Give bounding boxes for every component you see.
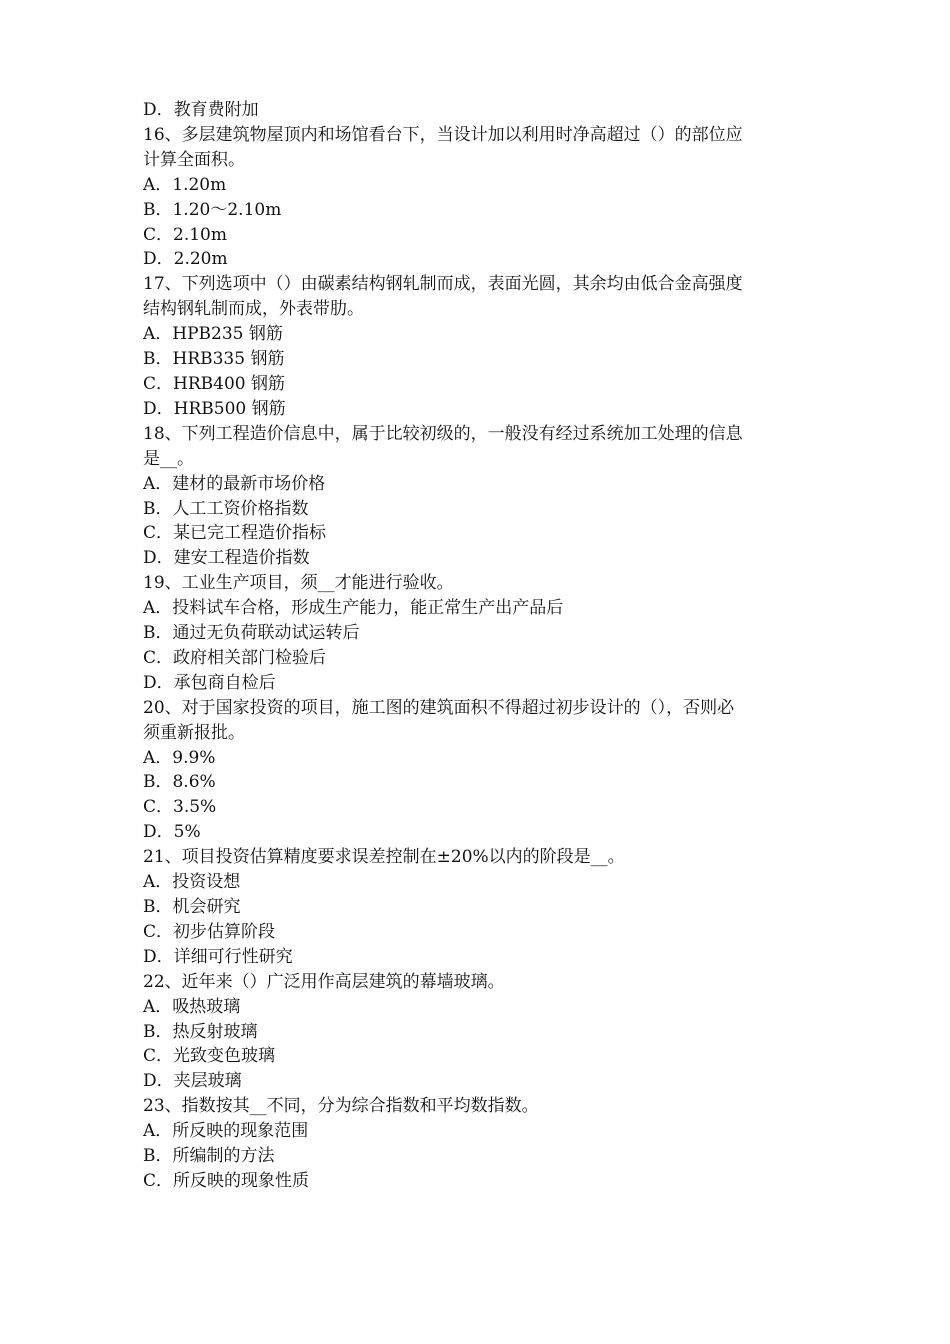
question-continuation-line: 结构钢轧制而成，外表带肋。 — [143, 299, 364, 320]
question-continuation-line: 计算全面积。 — [143, 149, 245, 170]
option-line: B．人工工资价格指数 — [143, 498, 309, 519]
question-line: 18、下列工程造价信息中，属于比较初级的，一般没有经过系统加工处理的信息 — [143, 423, 743, 444]
option-line: A．投料试车合格，形成生产能力，能正常生产出产品后 — [143, 598, 564, 619]
option-line: D．建安工程造价指数 — [143, 548, 310, 569]
option-line: A．HPB235 钢筋 — [143, 324, 283, 345]
question-continuation-line: 是__。 — [143, 448, 194, 469]
option-line: B．机会研究 — [143, 897, 241, 917]
option-line: C．光致变色玻璃 — [143, 1046, 276, 1067]
option-line: C．某已完工程造价指标 — [143, 523, 327, 544]
option-line: C．所反映的现象性质 — [143, 1170, 310, 1191]
question-line: 23、指数按其__不同，分为综合指数和平均数指数。 — [143, 1096, 539, 1117]
option-line: D．教育费附加 — [143, 100, 259, 120]
option-line: B．8.6% — [143, 772, 216, 793]
option-line: C．3.5% — [143, 797, 217, 818]
option-line: B．通过无负荷联动试运转后 — [143, 623, 360, 644]
option-line: D．5% — [143, 822, 201, 843]
question-line: 21、项目投资估算精度要求误差控制在±20%以内的阶段是__。 — [143, 847, 625, 868]
option-line: B．所编制的方法 — [143, 1146, 275, 1167]
option-line: D．HRB500 钢筋 — [143, 398, 286, 419]
question-line: 20、对于国家投资的项目，施工图的建筑面积不得超过初步设计的（），否则必 — [143, 697, 735, 718]
option-line: C．政府相关部门检验后 — [143, 647, 327, 668]
option-line: A．建材的最新市场价格 — [143, 473, 326, 494]
option-line: D．详细可行性研究 — [143, 946, 293, 967]
option-line: A．1.20m — [143, 174, 227, 195]
option-line: C．HRB400 钢筋 — [143, 373, 285, 394]
option-line: C．2.10m — [143, 224, 227, 245]
option-line: B．HRB335 钢筋 — [143, 349, 285, 370]
question-continuation-line: 须重新报批。 — [143, 722, 245, 743]
question-line: 17、下列选项中（）由碳素结构钢轧制而成，表面光圆，其余均由低合金高强度 — [143, 274, 743, 295]
option-line: B．热反射玻璃 — [143, 1021, 258, 1042]
question-line: 19、工业生产项目，须__才能进行验收。 — [143, 573, 454, 594]
option-line: C．初步估算阶段 — [143, 921, 276, 942]
option-line: D．夹层玻璃 — [143, 1071, 242, 1092]
question-line: 16、多层建筑物屋顶内和场馆看台下，当设计加以利用时净高超过（）的部位应 — [143, 124, 743, 145]
option-line: A．所反映的现象范围 — [143, 1121, 309, 1142]
option-line: A．吸热玻璃 — [143, 996, 241, 1017]
option-line: D．2.20m — [143, 249, 228, 270]
question-line: 22、近年来（）广泛用作高层建筑的幕墙玻璃。 — [143, 971, 505, 992]
document-body — [143, 98, 823, 1194]
option-line: A．9.9% — [143, 747, 216, 768]
option-line: D．承包商自检后 — [143, 672, 276, 693]
option-line: B．1.20～2.10m — [143, 199, 282, 220]
option-line: A．投资设想 — [143, 872, 241, 893]
